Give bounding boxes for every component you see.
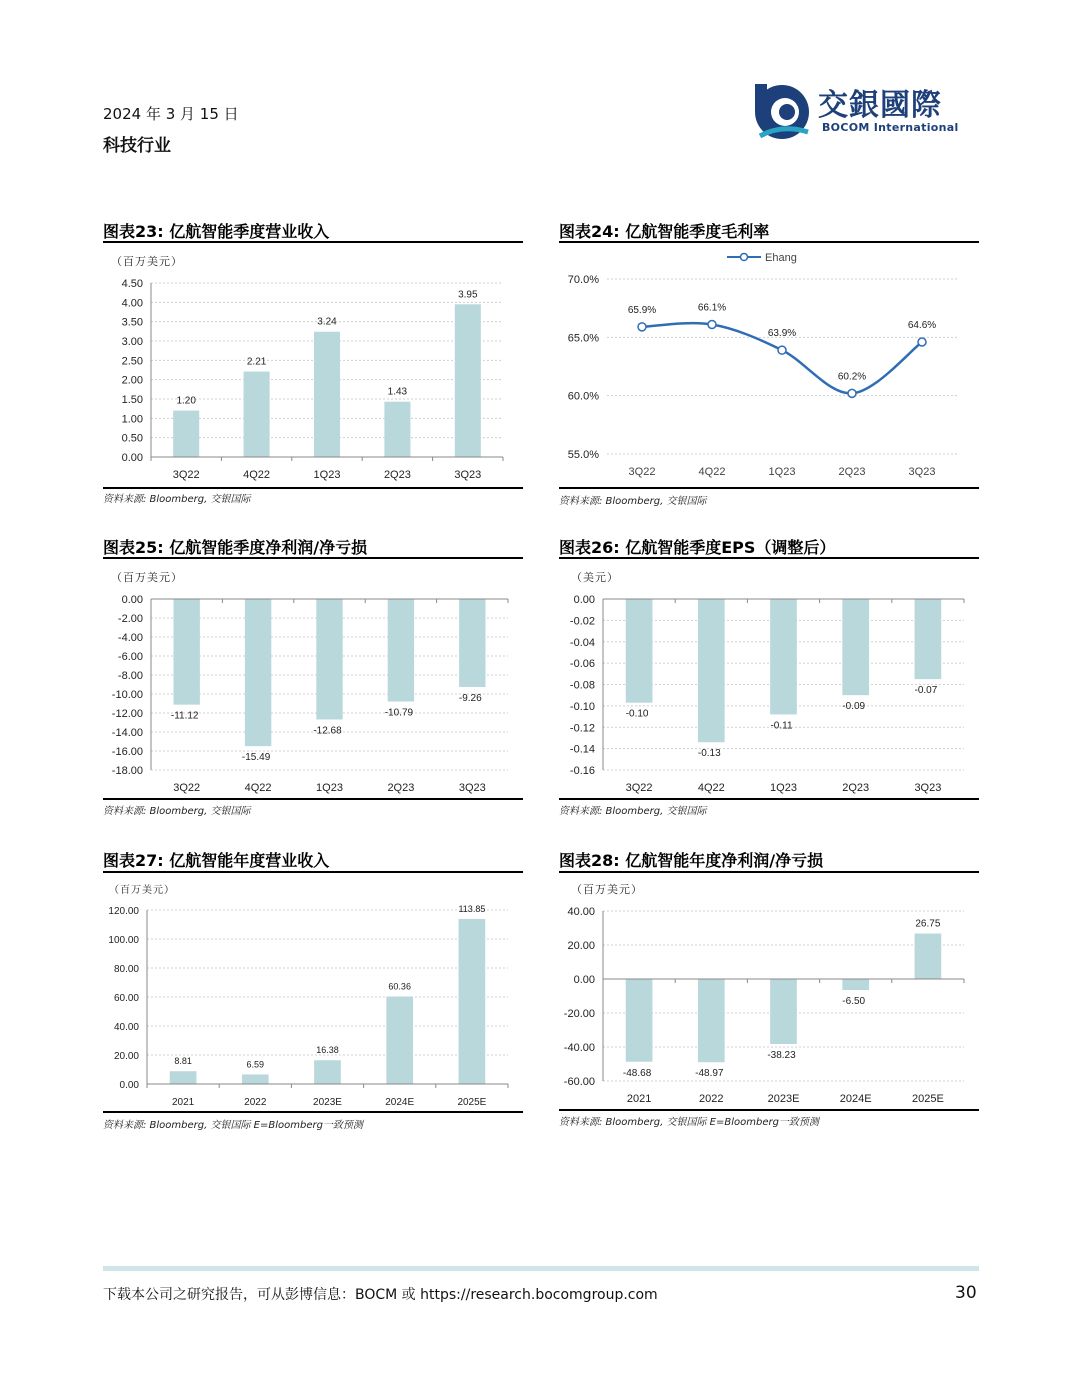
x-tick-label: 3Q22: [172, 469, 200, 481]
bar-2Q23: [388, 599, 414, 702]
x-tick-label: 3Q23: [908, 466, 936, 478]
y-tick-label: 70.0%: [567, 274, 599, 286]
x-tick-label: 2Q23: [838, 466, 866, 478]
bar-3Q23: [915, 599, 942, 679]
x-tick-label: 2022: [244, 1097, 267, 1108]
report-date: 2024 年 3 月 15 日: [103, 105, 239, 123]
y-tick-label: 60.0%: [567, 390, 599, 403]
source-note: 资料来源: Bloomberg, 交银国际 E=Bloomberg一致预测: [559, 1117, 819, 1128]
bar-4Q22: [244, 372, 270, 457]
x-tick-label: 1Q23: [770, 782, 797, 794]
data-label: -0.09: [842, 701, 866, 713]
panel-chart-24: [559, 219, 979, 509]
data-label: 3.95: [458, 289, 478, 301]
x-tick-label: 4Q22: [244, 782, 272, 794]
chart-title: 图表26: 亿航智能季度EPS（调整后）: [559, 538, 836, 557]
point-3Q23: [918, 338, 926, 346]
y-tick-label: -0.08: [569, 679, 595, 692]
panel-chart-25: [103, 535, 523, 825]
y-tick-label: 2.00: [121, 374, 143, 387]
y-tick-label: -18.00: [111, 765, 143, 777]
data-label: -9.26: [458, 692, 482, 704]
chart-title: 图表23: 亿航智能季度营业收入: [103, 222, 330, 241]
x-tick-label: 2021: [626, 1093, 652, 1105]
y-tick-label: 2.50: [121, 355, 143, 368]
bar-3Q22: [173, 599, 199, 705]
data-label: 60.36: [388, 981, 411, 992]
y-tick-label: 0.00: [121, 594, 143, 606]
data-label: 64.6%: [907, 320, 937, 331]
y-tick-label: 20.00: [567, 940, 595, 952]
y-tick-label: 80.00: [113, 964, 139, 975]
data-label: -15.49: [241, 752, 271, 764]
unit-label: （百万美元）: [111, 255, 183, 268]
bar-2023E: [770, 979, 797, 1044]
data-label: 6.59: [246, 1059, 265, 1070]
unit-label: （百万美元）: [111, 571, 183, 584]
chart-title: 图表27: 亿航智能年度营业收入: [103, 851, 330, 870]
y-tick-label: -20.00: [563, 1008, 595, 1020]
data-label: -11.12: [170, 710, 199, 722]
data-label: -6.50: [842, 996, 866, 1008]
y-tick-label: 55.0%: [567, 449, 599, 461]
data-label: -0.07: [914, 685, 938, 697]
x-tick-label: 3Q23: [454, 469, 482, 481]
y-tick-label: 4.00: [121, 297, 143, 310]
x-tick-label: 1Q23: [768, 466, 796, 478]
y-tick-label: 60.00: [113, 993, 139, 1004]
y-tick-label: -10.00: [111, 689, 143, 701]
chart-title: 图表25: 亿航智能季度净利润/净亏损: [103, 538, 368, 557]
data-label: -48.97: [695, 1068, 724, 1080]
bocom-logo: [752, 78, 978, 142]
bar-2025E: [459, 919, 486, 1084]
bar-2Q23: [384, 402, 410, 457]
data-label: 2.21: [246, 356, 267, 368]
x-tick-label: 3Q22: [628, 466, 656, 478]
panel-chart-23: [103, 219, 523, 509]
x-tick-label: 2022: [699, 1093, 724, 1105]
y-tick-label: 3.50: [121, 316, 143, 329]
quarterly-revenue-chart: [103, 269, 523, 489]
data-label: 3.24: [317, 316, 337, 328]
logo-chinese-name: 交銀國際: [818, 88, 942, 123]
sector-title: 科技行业: [103, 136, 171, 156]
y-tick-label: -2.00: [117, 613, 143, 625]
data-label: 16.38: [316, 1045, 339, 1056]
x-tick-label: 3Q23: [458, 782, 486, 794]
source-note: 资料来源: Bloomberg, 交银国际: [103, 494, 251, 505]
gross-margin-chart: [559, 245, 979, 491]
x-tick-label: 4Q22: [698, 466, 726, 478]
y-tick-label: -0.10: [569, 700, 595, 713]
data-label: 8.81: [174, 1056, 192, 1067]
y-tick-label: 4.50: [121, 278, 143, 290]
panel-chart-28: [559, 848, 979, 1138]
y-tick-label: 0.00: [121, 452, 143, 464]
x-tick-label: 2024E: [839, 1093, 872, 1105]
data-label: -10.79: [384, 707, 414, 719]
y-tick-label: 3.00: [121, 336, 143, 348]
bar-4Q22: [698, 599, 725, 742]
data-label: 65.9%: [627, 304, 657, 316]
point-1Q23: [778, 346, 786, 354]
bar-3Q23: [459, 599, 485, 687]
data-label: 113.85: [458, 903, 486, 914]
y-tick-label: 40.00: [113, 1022, 139, 1033]
bar-2025E: [915, 934, 942, 979]
data-label: -38.23: [767, 1049, 796, 1061]
source-note: 资料来源: Bloomberg, 交银国际: [559, 496, 707, 507]
data-label: -0.10: [625, 708, 649, 720]
bar-4Q22: [245, 599, 271, 746]
x-tick-label: 2023E: [313, 1097, 342, 1108]
quarterly-net-loss-chart: [103, 585, 523, 800]
bar-1Q23: [316, 599, 342, 719]
unit-label: （美元）: [571, 571, 619, 584]
source-note: 资料来源: Bloomberg, 交银国际 E=Bloomberg一致预测: [103, 1120, 363, 1131]
data-label: -12.68: [313, 725, 342, 737]
page-number: 30: [955, 1283, 977, 1303]
y-tick-label: 65.0%: [567, 332, 599, 345]
y-tick-label: -0.12: [569, 722, 595, 735]
bar-2Q23: [842, 599, 869, 695]
y-tick-label: 0.00: [573, 594, 595, 606]
y-tick-label: -0.06: [569, 658, 595, 671]
point-3Q22: [638, 323, 646, 331]
panel-chart-26: [559, 535, 979, 825]
x-tick-label: 4Q22: [697, 782, 725, 794]
y-tick-label: -0.04: [569, 636, 595, 649]
logo-english-name: BOCOM International: [822, 121, 959, 134]
x-tick-label: 4Q22: [243, 469, 271, 481]
x-tick-label: 2024E: [385, 1097, 415, 1108]
legend-label: Ehang: [765, 252, 797, 264]
y-tick-label: 0.50: [121, 432, 143, 445]
panel-chart-27: [103, 848, 523, 1138]
chart-title: 图表24: 亿航智能季度毛利率: [559, 222, 770, 241]
source-note: 资料来源: Bloomberg, 交银国际: [103, 806, 251, 817]
x-tick-label: 2Q23: [387, 782, 415, 794]
x-tick-label: 3Q22: [625, 782, 653, 794]
bar-2022: [698, 979, 725, 1062]
bar-2023E: [314, 1060, 341, 1084]
x-tick-label: 1Q23: [316, 782, 343, 794]
chart-title: 图表28: 亿航智能年度净利润/净亏损: [559, 851, 824, 870]
y-tick-label: -12.00: [111, 708, 143, 720]
footer-band: [103, 1266, 979, 1271]
x-tick-label: 3Q22: [173, 782, 201, 794]
y-tick-label: 1.50: [121, 394, 143, 406]
footer-download-note: 下载本公司之研究报告，可从彭博信息：BOCM 或 https://research.bocomgroup.com: [103, 1287, 658, 1303]
y-tick-label: 1.00: [121, 413, 143, 426]
bar-1Q23: [770, 599, 797, 714]
legend-marker: [741, 254, 748, 261]
y-tick-label: 0.00: [573, 974, 595, 986]
bar-3Q23: [455, 304, 481, 457]
y-tick-label: -8.00: [117, 670, 143, 682]
bar-2024E: [842, 979, 869, 990]
y-tick-label: -6.00: [117, 651, 143, 663]
y-tick-label: 0.00: [119, 1080, 139, 1091]
annual-revenue-chart: [103, 896, 523, 1111]
y-tick-label: -60.00: [563, 1076, 595, 1088]
source-note: 资料来源: Bloomberg, 交银国际: [559, 806, 707, 817]
unit-label: （百万美元）: [571, 883, 643, 896]
data-label: 26.75: [915, 918, 941, 930]
data-label: 1.43: [387, 386, 408, 398]
point-4Q22: [708, 321, 716, 329]
y-tick-label: -0.14: [569, 743, 595, 756]
x-tick-label: 2025E: [911, 1093, 944, 1105]
unit-label: （百万美元）: [109, 885, 175, 896]
x-tick-label: 2021: [171, 1097, 195, 1108]
data-label: 66.1%: [697, 302, 727, 314]
x-tick-label: 2Q23: [383, 469, 411, 481]
x-tick-label: 2Q23: [842, 782, 870, 794]
annual-net-profit-chart: [559, 896, 979, 1111]
x-tick-label: 2025E: [457, 1097, 487, 1108]
bar-3Q22: [626, 599, 653, 703]
y-tick-label: -16.00: [111, 746, 143, 758]
y-tick-label: 40.00: [567, 906, 595, 918]
x-tick-label: 1Q23: [313, 469, 341, 481]
y-tick-label: -14.00: [111, 727, 143, 739]
bar-1Q23: [314, 332, 340, 457]
data-label: -48.68: [622, 1067, 652, 1079]
y-tick-label: 100.00: [108, 935, 139, 946]
y-tick-label: 20.00: [113, 1051, 139, 1062]
y-tick-label: -0.02: [569, 615, 595, 628]
x-tick-label: 3Q23: [914, 782, 942, 794]
quarterly-eps-chart: [559, 585, 979, 800]
point-2Q23: [848, 389, 856, 397]
bar-2021: [170, 1071, 197, 1084]
y-tick-label: -4.00: [117, 632, 143, 644]
data-label: -0.11: [770, 720, 793, 732]
bar-2021: [626, 979, 653, 1062]
bocom-emblem-icon: [752, 78, 818, 142]
data-label: 63.9%: [767, 328, 797, 340]
y-tick-label: 120.00: [108, 906, 139, 917]
data-label: 1.20: [176, 395, 196, 407]
bar-2022: [242, 1074, 269, 1084]
y-tick-label: -0.16: [569, 765, 595, 777]
data-label: -0.13: [697, 748, 721, 760]
bar-3Q22: [173, 411, 199, 457]
x-tick-label: 2023E: [767, 1093, 800, 1105]
y-tick-label: -40.00: [563, 1042, 595, 1054]
bar-2024E: [386, 996, 413, 1084]
data-label: 60.2%: [837, 371, 867, 383]
